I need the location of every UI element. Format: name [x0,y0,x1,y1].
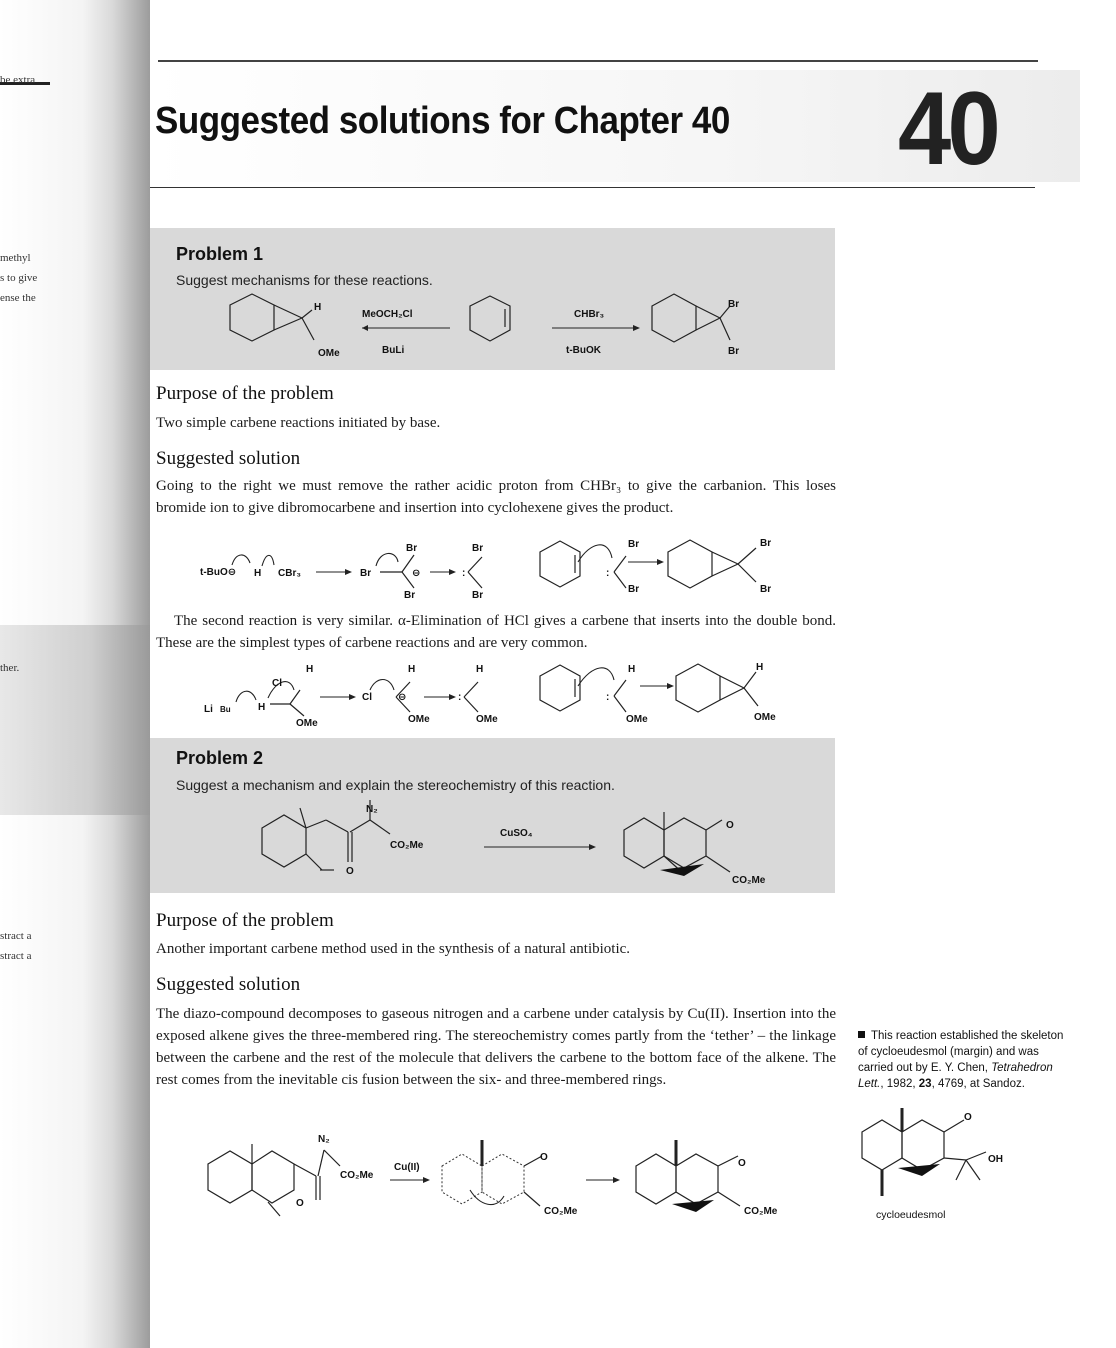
compound-name-label: cycloeudesmol [876,1209,946,1221]
second-reaction-text: The second reaction is very similar. α-Elimination of HCl gives a carbene that inserts into the double bond. These are the simplest types of carbene reactions and are very common. [156,613,836,651]
co2me-label: CO₂Me [340,1170,374,1181]
oh-label: OH [988,1154,1003,1165]
gutter-fragment: ense the [0,292,36,304]
h-label: H [254,568,262,579]
solution-text-2: The diazo-compound decomposes to gaseous nitrogen and a carbene under catalysis by Cu(II). Insertion into the exposed alkene gives the three-membered ring. The stereochemistry comes partly from the ‘tether’ – the linkage between the carbene and the rest of the molecule that delivers the carbene to the bottom face of the alkene. The rest comes from the inevitable cis fusion between the six- and three-membered rings. [156,1006,836,1088]
problem-1-title: Problem 1 [176,244,264,264]
minus-charge: ⊖ [398,692,407,703]
svg-text::: : [458,692,462,703]
br-label: Br [472,543,484,554]
h-label: H [314,302,322,313]
reagent-chbr3: CHBr₃ [574,309,605,320]
purpose-text-2: Another important carbene method used in the synthesis of a natural antibiotic. [156,941,631,957]
cl-label: Cl [362,692,372,703]
br-label: Br [360,568,372,579]
gutter-fragment: stract a [0,950,32,962]
svg-text::: : [606,692,610,703]
chapter-number: 40 [898,71,998,187]
gutter-fragment: s to give [0,272,38,284]
solution-text-1: Going to the right we must remove the rather acidic proton from CHBr₃ to give the carbanion. This loses bromide ion to give dibromocarbene and insertion into cyclohexene gives the product. [156,478,836,516]
journal-name: Tetrahedron Lett. [858,1062,1053,1090]
ome-label: OMe [318,348,340,359]
h-label: H [408,664,416,675]
purpose-text-1: Two simple carbene reactions initiated by base. [156,415,441,431]
h-label: H [258,702,266,713]
svg-text::: : [462,568,466,579]
n2-label: N₂ [318,1134,330,1145]
purpose-heading-2: Purpose of the problem [156,910,334,931]
n2-label: N₂ [366,804,378,815]
gutter-fragment: stract a [0,930,32,942]
margin-pages: , 4769, at Sandoz. [931,1078,1025,1090]
margin-year: , 1982, [880,1078,919,1090]
ome-label: OMe [754,712,776,723]
h-label: H [756,662,764,673]
purpose-heading-1: Purpose of the problem [156,383,334,404]
ome-label: OMe [296,718,318,729]
cl-label: Cl [272,678,282,689]
h-label: H [628,664,636,675]
co2me-label: CO₂Me [732,875,766,886]
br-label: Br [404,590,416,601]
cbr3-label: CBr₃ [278,568,301,579]
br-label: Br [628,539,640,550]
h-label: H [476,664,484,675]
br-label: Br [760,538,772,549]
br-label: Br [728,299,740,310]
solution-heading-1: Suggested solution [156,448,301,469]
problem-2-text: Suggest a mechanism and explain the stereochemistry of this reaction. [176,777,615,793]
minus-charge: ⊖ [412,568,421,579]
co2me-label: CO₂Me [744,1206,778,1217]
br-label: Br [472,590,484,601]
ome-label: OMe [476,714,498,725]
ome-label: OMe [626,714,648,725]
page-title: Suggested solutions for Chapter 40 [155,100,730,142]
problem-1-text: Suggest mechanisms for these reactions. [176,272,433,288]
margin-note-text: This reaction established the skeleton of cycloeudesmol (margin) and was carried out by E. Y. Chen, [858,1030,1064,1074]
o-label: O [726,820,734,831]
br-label: Br [760,584,772,595]
co2me-label: CO₂Me [544,1206,578,1217]
br-label: Br [406,543,418,554]
reagent-buli: BuLi [382,345,405,356]
gutter-fragment: be extra [0,74,36,86]
journal-volume: 23 [918,1078,932,1090]
o-label: O [346,866,354,877]
li-label: Li [204,704,213,715]
gutter-fragment: ther. [0,662,20,674]
reagent-tbuok: t-BuOK [566,345,601,356]
o-label: O [296,1198,304,1209]
problem-2-title: Problem 2 [176,748,264,768]
reagent-meoch2cl: MeOCH₂Cl [362,309,413,320]
o-label: O [540,1152,548,1163]
o-label: O [738,1158,746,1169]
ome-label: OMe [408,714,430,725]
o-label: O [964,1112,972,1123]
reagent-cuso4: CuSO₄ [500,828,533,839]
gutter-fragment: methyl [0,252,31,264]
tbuo-anion-label: t-BuO⊖ [200,567,237,578]
h-label: H [306,664,314,675]
bu-label: Bu [220,705,231,714]
svg-text::: : [606,568,610,579]
co2me-label: CO₂Me [390,840,424,851]
solution-heading-2: Suggested solution [156,974,301,995]
br-label: Br [628,584,640,595]
br-label: Br [728,346,740,357]
reagent-cu-ii: Cu(II) [394,1162,420,1173]
